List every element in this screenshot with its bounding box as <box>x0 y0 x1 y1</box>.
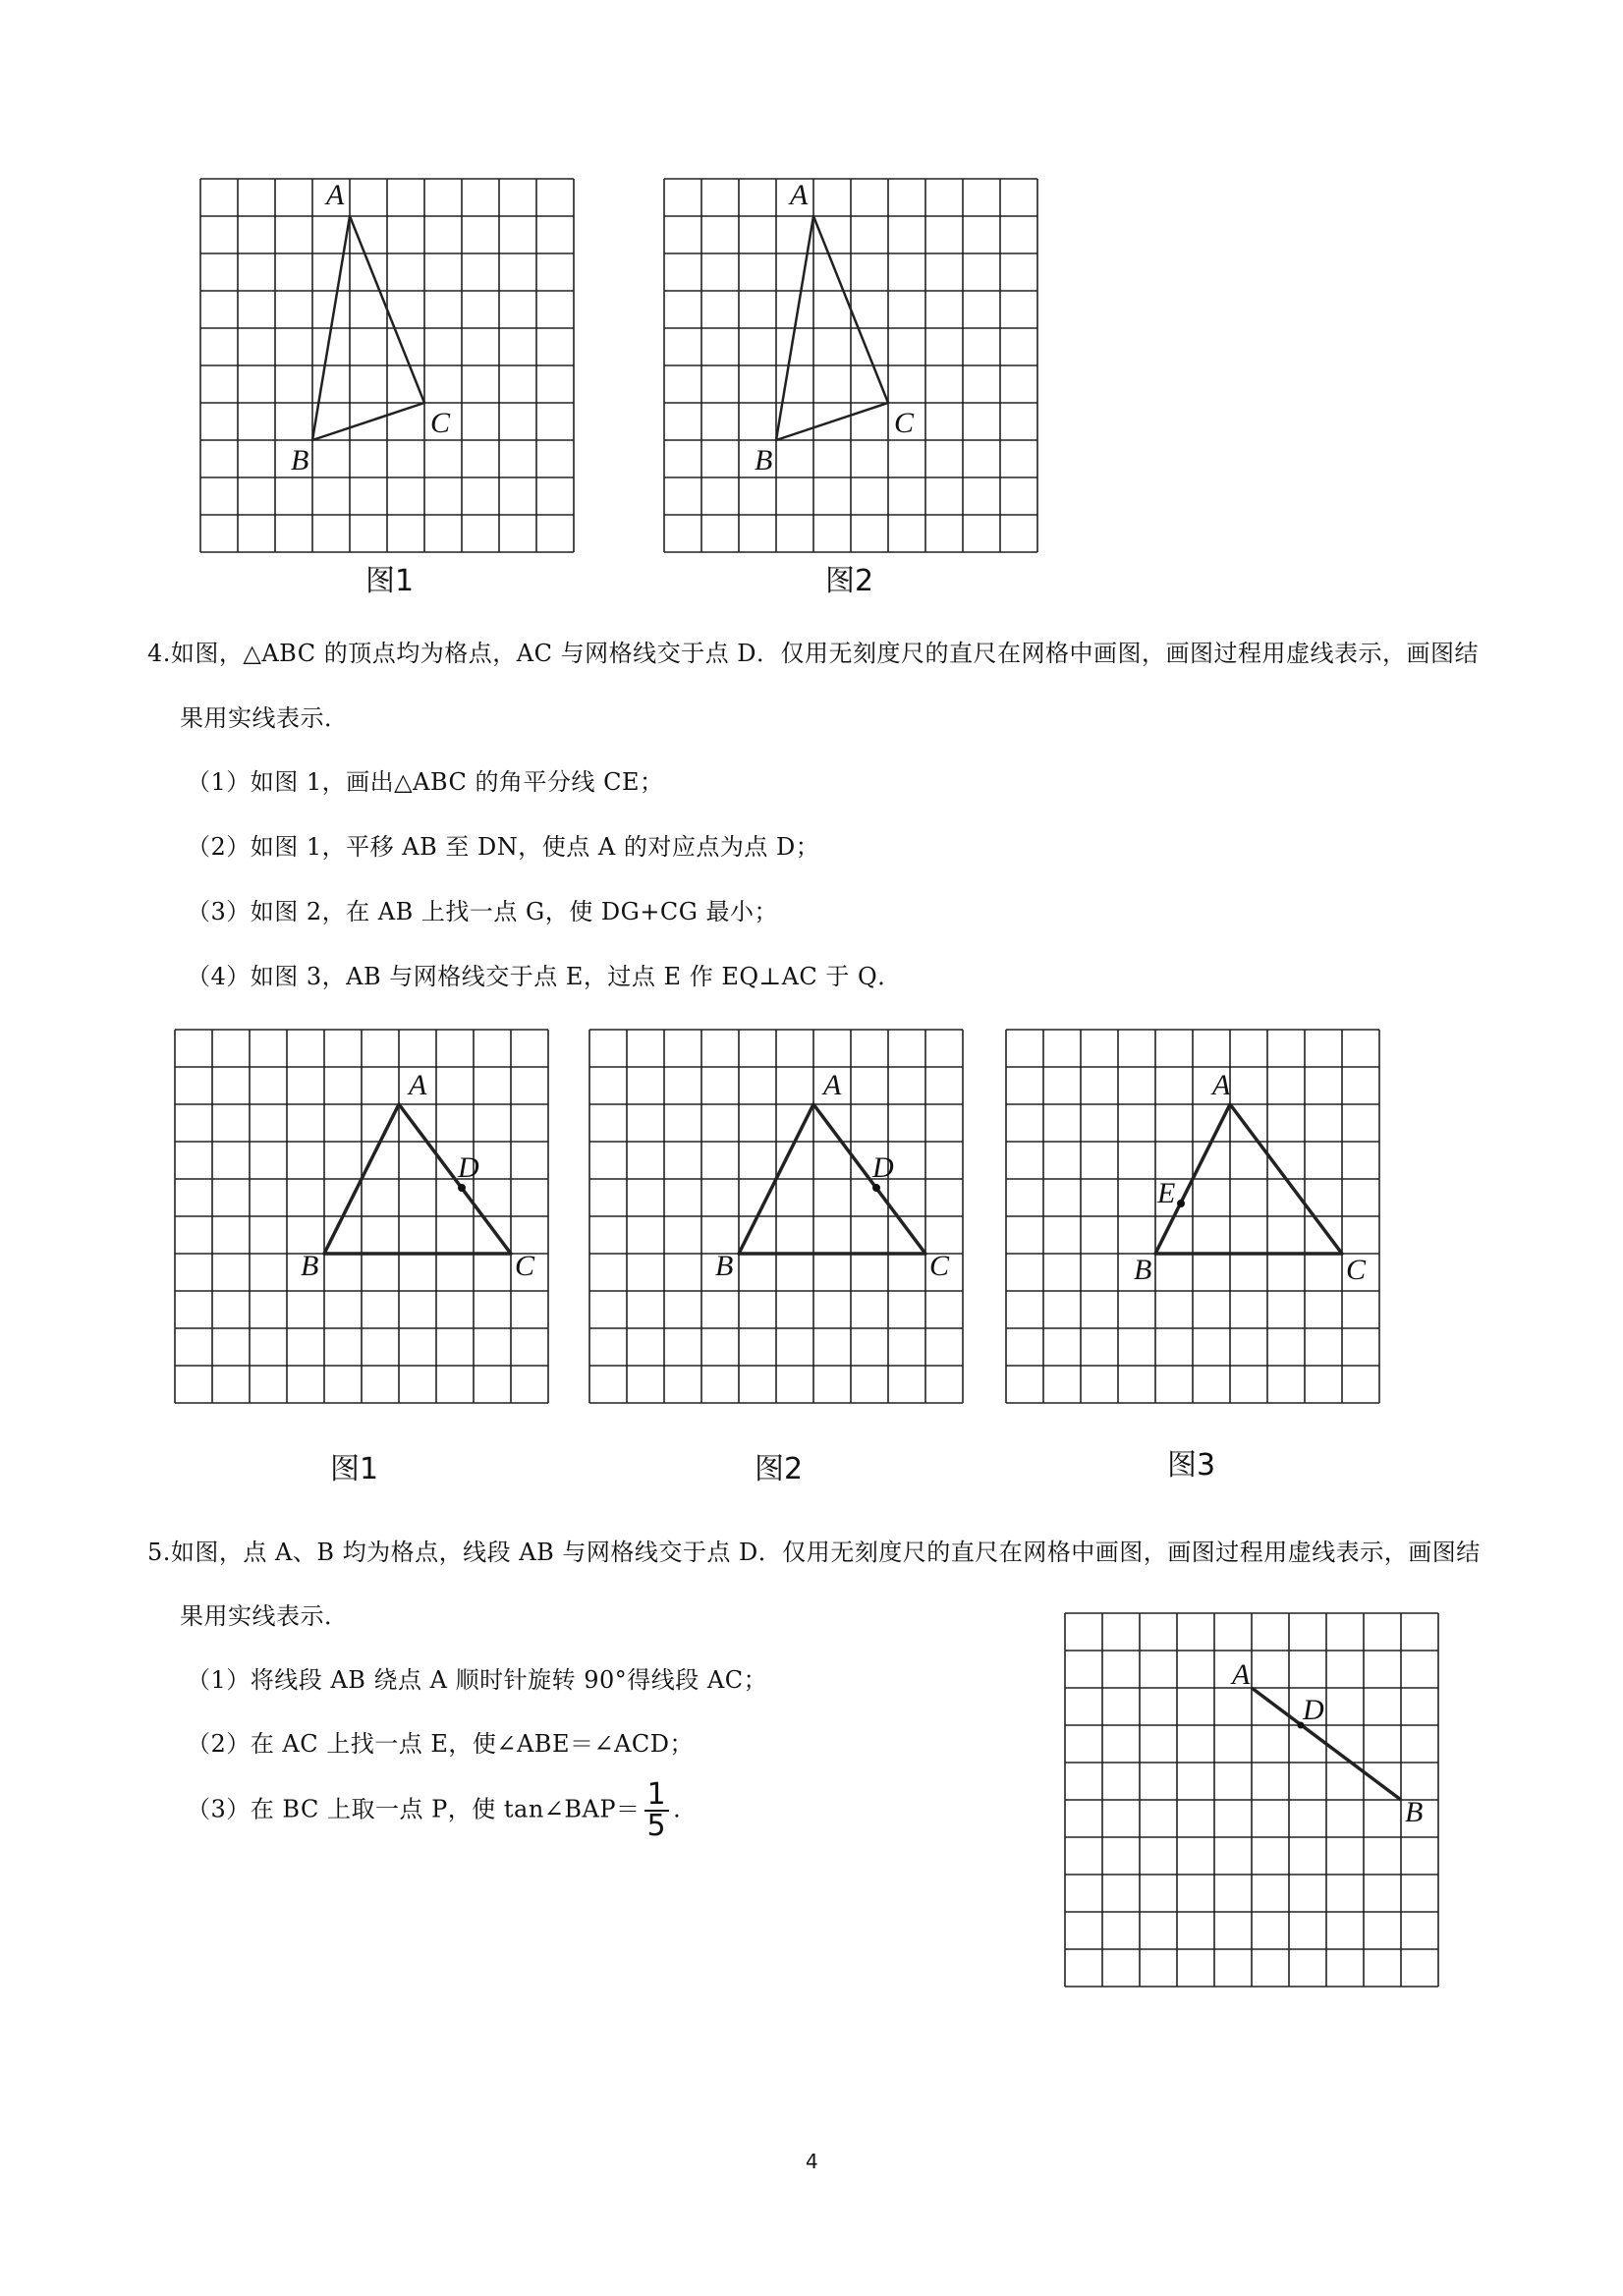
label-a: A <box>409 1069 427 1101</box>
problem5-intro-line1: 5.如图，点 A、B 均为格点，线段 AB 与网格线交于点 D．仅用无刻度尺的直尺在网格中画图，画图过程用虚线表示，画图结 <box>147 1539 1481 1566</box>
label-d: D <box>458 1151 479 1184</box>
problem4-intro-line2: 果用实线表示． <box>180 704 349 732</box>
problem4-intro-line1: 4.如图，△ABC 的顶点均为格点，AC 与网格线交于点 D．仅用无刻度尺的直尺在网格中画图，画图过程用虚线表示，画图结 <box>147 640 1479 667</box>
problem4-figure-2 <box>580 1020 973 1413</box>
problem5-intro-line2: 果用实线表示． <box>180 1602 349 1630</box>
fraction-denominator: 5 <box>646 1809 667 1843</box>
label-b: B <box>291 444 309 476</box>
problem4-q4: （4）如图 3，AB 与网格线交于点 E，过点 E 作 EQ⊥AC 于 Q． <box>187 963 902 990</box>
problem4-figure-1 <box>165 1020 558 1413</box>
top-figure-1 <box>191 169 574 552</box>
label-d: D <box>872 1151 894 1184</box>
problem5-q1: （1）将线段 AB 绕点 A 顺时针旋转 90°得线段 AC； <box>187 1666 768 1694</box>
label-c: C <box>929 1250 950 1282</box>
label-b: B <box>715 1250 734 1282</box>
problem4-figure-3 <box>996 1020 1389 1413</box>
problem4-q2: （2）如图 1，平移 AB 至 DN，使点 A 的对应点为点 D； <box>187 833 820 861</box>
fraction-numerator: 1 <box>644 1780 670 1812</box>
caption-p4-fig3: 图3 <box>1167 1448 1216 1483</box>
problem5-q3-suffix: . <box>673 1795 682 1823</box>
fraction-one-fifth <box>644 1777 670 1843</box>
problem4-q1: （1）如图 1，画出△ABC 的角平分线 CE； <box>187 768 664 796</box>
grid <box>664 179 1037 552</box>
point-d <box>458 1184 466 1192</box>
problem4-q3: （3）如图 2，在 AB 上找一点 G，使 DG+CG 最小； <box>187 898 779 925</box>
label-c: C <box>894 407 915 439</box>
caption-p4-fig1: 图1 <box>330 1452 379 1486</box>
grid <box>1006 1030 1379 1403</box>
grid <box>1065 1613 1438 1987</box>
label-c: C <box>515 1250 535 1282</box>
problem5-q2: （2）在 AC 上找一点 E，使∠ABE＝∠ACD； <box>187 1730 695 1758</box>
point-e <box>1177 1200 1185 1207</box>
top-figure-2 <box>654 169 1037 552</box>
label-b: B <box>755 444 773 476</box>
caption-top-fig2: 图2 <box>825 564 874 598</box>
caption-p4-fig2: 图2 <box>755 1452 804 1486</box>
problem5-q3 <box>187 1777 682 1843</box>
label-c: C <box>430 407 451 439</box>
problem5-q3-prefix: （3）在 BC 上取一点 P，使 tan∠BAP＝ <box>187 1795 641 1823</box>
label-b: B <box>301 1250 319 1282</box>
grid <box>175 1030 548 1403</box>
label-d: D <box>1303 1694 1324 1726</box>
label-c: C <box>1346 1254 1367 1286</box>
caption-top-fig1: 图1 <box>365 564 415 598</box>
point-d <box>872 1184 880 1192</box>
grid <box>589 1030 963 1403</box>
page-number: 4 <box>806 2150 818 2173</box>
label-a: A <box>326 179 345 211</box>
label-a: A <box>823 1069 842 1101</box>
label-a: A <box>1212 1069 1231 1101</box>
label-b: B <box>1134 1254 1152 1286</box>
label-b: B <box>1405 1796 1424 1828</box>
grid <box>200 179 574 552</box>
label-a: A <box>790 179 809 211</box>
label-a: A <box>1232 1658 1251 1691</box>
problem5-figure <box>1055 1603 1448 1996</box>
label-e: E <box>1157 1177 1176 1209</box>
